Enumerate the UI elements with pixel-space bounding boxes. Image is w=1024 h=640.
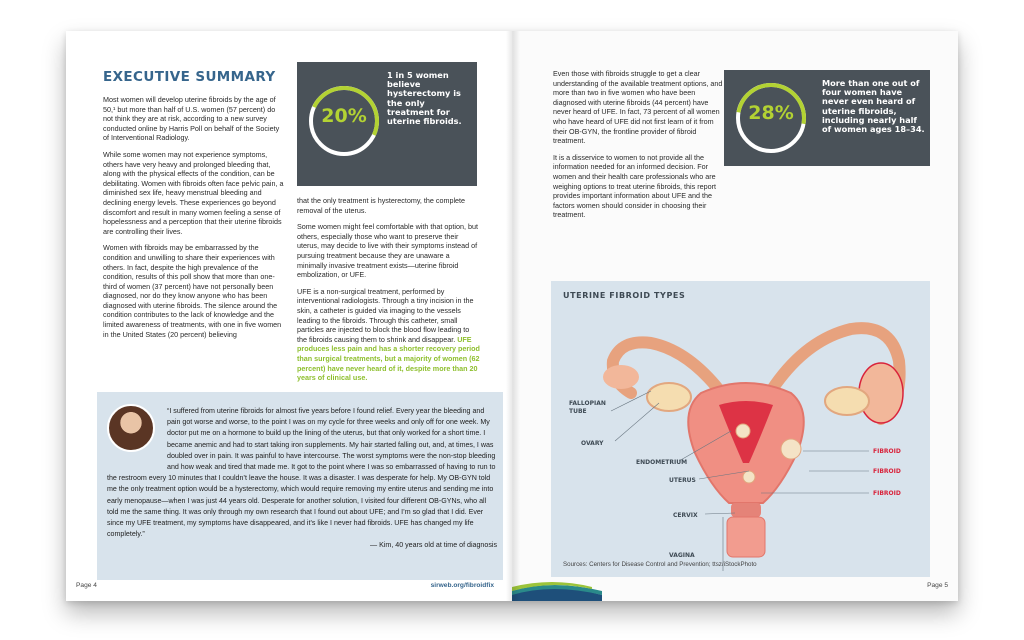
paragraph-text: UFE is a non-surgical treatment, performed by interventional radiologists. Through a tiny incision in the skin, a catheter is guided via imaging to the vessels leading to the fibroids. Through this catheter, small particles are injected to block the blood flow leading to the fibroids causing them to shrink and disappear.	[297, 286, 474, 344]
label-cervix: CERVIX	[673, 512, 698, 519]
testimonial-box	[97, 392, 503, 580]
brochure-spread	[66, 31, 958, 601]
paragraph: Women with fibroids may be embarrassed by the condition and unwilling to share their experiences with others. In fact, despite the high prevalence of the condition, results of this poll show that more than one-third of women (37 percent) have not personally been diagnosed, nor do they know anyone who has been diagnosed with uterine fibroids. The silence around the condition contributes to the lack of knowledge and the limited awareness of treatments, with one in five women in the United States (20 percent) believing	[103, 243, 282, 339]
cervix-shape	[731, 503, 761, 517]
paragraph: While some women may not experience symptoms, others have very heavy and prolonged bleeding that, along with the physical effects of the condition, can be debilitating. Women with fibroids often face pelvic pain, a diminished sex life, heavy menstrual bleeding and declining energy levels. These experiences go beyond discomfort and result in many women feeling a sense of hopelessness and a perception that their uterine fibroids are controlling their lives.	[103, 149, 284, 236]
stat-text: More than one out of four women have never even heard of uterine fibroids, including nearly half of women ages 18–34.	[822, 78, 925, 135]
label-fibroid-2: FIBROID	[873, 468, 901, 475]
stat-value: 28%	[748, 102, 794, 124]
paragraph: Some women might feel comfortable with that option, but others, especially those who want to preserve their uterus, may decide to live with their symptoms instead of pursuing treatment because they are unaware a minimally invasive treatment exists—uterine fibroid embolization, or UFE.	[297, 222, 478, 280]
highlighted-text: UFE produces less pain and has a shorter recovery period than surgical treatments, but a majority of women (62 percent) have never heard of it, despite more than 20 years of clinical use.	[297, 334, 480, 383]
figure-source: Sources: Centers for Disease Control and Prevention; ttsz/iStockPhoto	[563, 561, 757, 568]
label-vagina: VAGINA	[669, 552, 695, 559]
avatar-spacer	[107, 406, 167, 464]
label-tube: TUBE	[569, 408, 587, 415]
stat-callout-28	[724, 70, 930, 166]
label-uterus: UTERUS	[669, 477, 696, 484]
paragraph: Even those with fibroids struggle to get a clear understanding of the available treatment options, and more than two in five women who have been diagnosed with uterine fibroids (44 percent) have never heard of UFE. In fact, 73 percent of all women who have heard of UFE did not first learn of it from their OB-GYN, the frontline provider of fibroid treatment.	[553, 69, 723, 146]
vagina-shape	[727, 517, 765, 557]
right-ovary	[825, 387, 869, 415]
left-column-1	[103, 95, 287, 346]
paragraph: that the only treatment is hysterectomy, the complete removal of the uterus.	[297, 196, 466, 215]
swoosh-graphic	[512, 575, 602, 601]
paragraph: It is a disservice to women to not provide all the information needed for an informed decision. For women and their health care professionals who are weighing options to treat uterine fibroids, this report provides important information about UFE and the factors women should consider in choosing their treatment.	[553, 152, 717, 220]
left-ovary	[647, 383, 691, 411]
uterine-fibroid-figure	[551, 281, 930, 577]
testimonial-quote	[107, 406, 497, 552]
fibroid-subserosal	[781, 439, 801, 459]
stat-text: 1 in 5 women believe hysterectomy is the only treatment for uterine fibroids.	[387, 70, 462, 127]
quote-text: “I suffered from uterine fibroids for almost five years before I found relief. Every year the bleeding and pain got worse and worse, to the point I was on my cycle for three weeks and only off for one week. My doctor put me on a hormone to build up the lining of the uterus, but that only worked for a short time. I became anemic and had to start taking iron supplements. My hair started falling out, and, at times, I was doubled over in pain. It was painful to have intercourse. The worst symptoms were the non-stop bleeding and how weak and tired that made me. It got to the point where I was so embarrassed of having to run to the restroom every 10 minutes that I couldn’t leave the house. It was a disaster. I was desperate for help. My OB-GYN told me the only treatment option would be a hysterectomy, which would require removing my entire uterus and sending me into early menopause—when I was just 44 years old. Desperate for another solution, I visited four different OB-GYNs, who all told me the same thing. It was only through my own research that I found out about UFE; and I’m so glad that I did. Ever since my UFE treatment, my symptoms have disappeared, and it’s like I never had fibroids. UFE has changed my life completely.”	[107, 407, 496, 539]
stat-callout-20	[297, 62, 477, 186]
page-4	[66, 31, 512, 601]
fibroid-intramural	[743, 471, 755, 483]
stat-value: 20%	[321, 105, 367, 127]
page-5	[512, 31, 958, 601]
paragraph: Most women will develop uterine fibroids by the age of 50,¹ but more than half of U.S. women (57 percent) do not think they are at risk, according to a new survey conducted online by Harris Poll on behalf of the Society of Interventional Radiology.	[103, 95, 280, 143]
label-fibroid-1: FIBROID	[873, 448, 901, 455]
label-endometrium: ENDOMETRIUM	[636, 459, 688, 466]
paragraph	[297, 287, 481, 383]
left-fimbria	[603, 365, 639, 389]
quote-attribution: — Kim, 40 years old at time of diagnosis	[370, 541, 497, 550]
fibroid-submucosal	[736, 424, 750, 438]
label-ovary: OVARY	[581, 440, 604, 447]
page-number-left: Page 4	[76, 582, 97, 589]
uterus-illustration	[551, 281, 930, 577]
executive-summary-heading: EXECUTIVE SUMMARY	[103, 69, 276, 85]
left-column-2	[297, 196, 481, 390]
page-number-right: Page 5	[927, 582, 948, 589]
right-column	[553, 69, 728, 227]
figure-title: UTERINE FIBROID TYPES	[563, 291, 686, 300]
label-fallopian: FALLOPIAN	[569, 400, 606, 407]
footer-url[interactable]: sirweb.org/fibroidfix	[430, 582, 494, 589]
label-fibroid-3: FIBROID	[873, 490, 901, 497]
page-gutter	[506, 31, 520, 601]
